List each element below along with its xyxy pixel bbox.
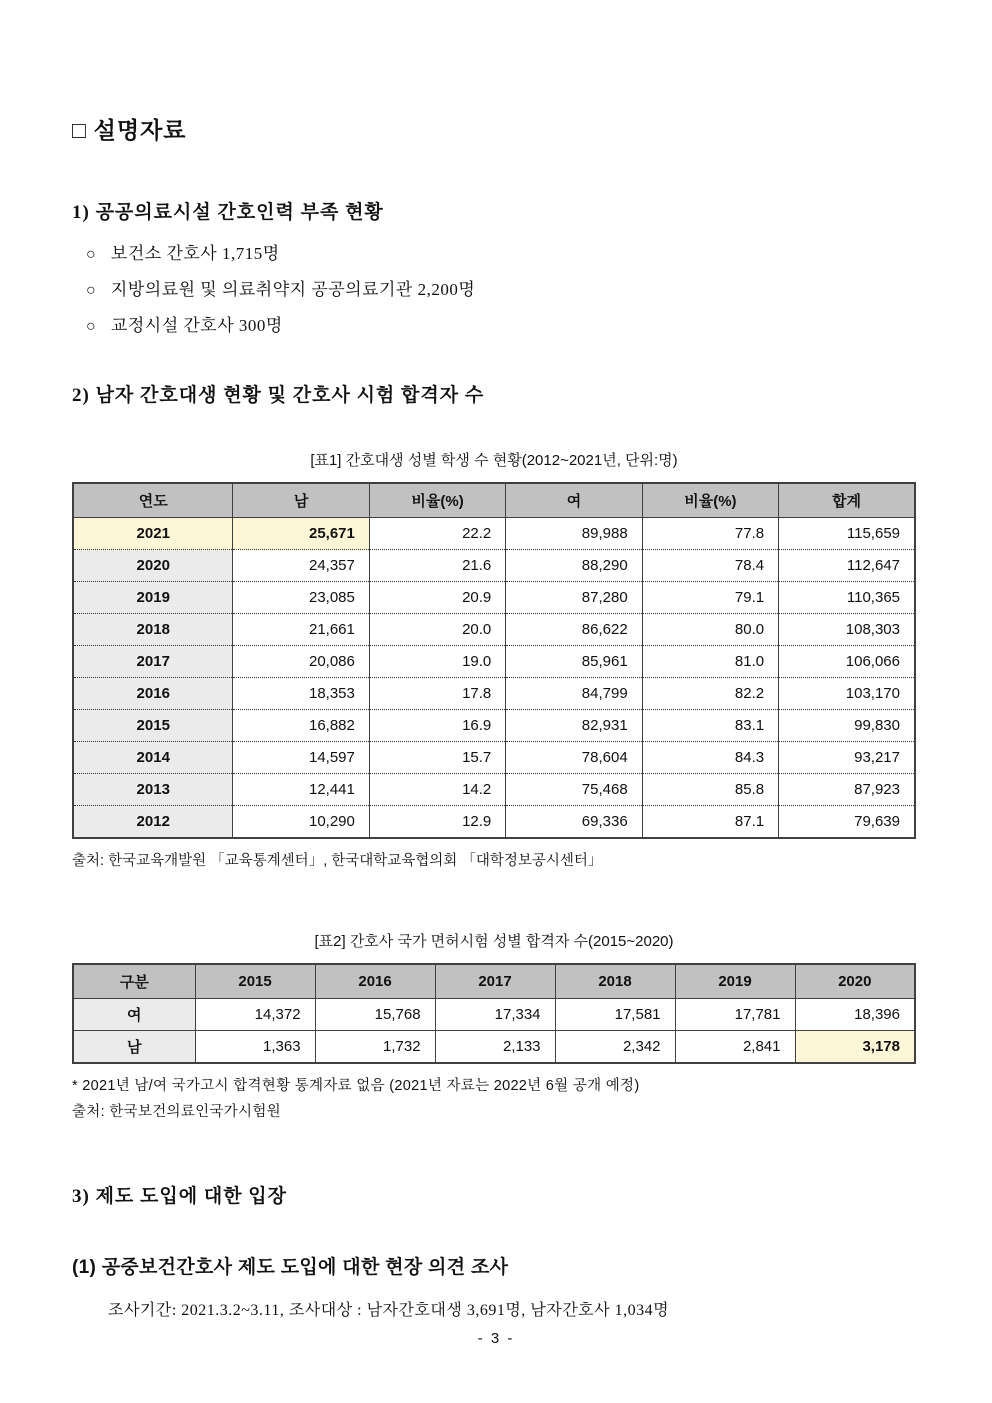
table-row (73, 646, 915, 678)
data-cell: 18,396 (795, 999, 915, 1031)
table2-caption: [표2] 간호사 국가 면허시험 성별 합격자 수(2015~2020) (314, 933, 674, 950)
list-item (86, 272, 916, 308)
table2-footnote: * 2021년 남/여 국가고시 합격현황 통계자료 없음 (2021년 자료는 2022년 6월 공개 예정) (72, 1078, 640, 1094)
data-cell: 23,085 (233, 582, 369, 614)
column-header: 2019 (675, 964, 795, 999)
table-row (73, 774, 915, 806)
data-cell: 103,170 (779, 678, 915, 710)
table2-notes (72, 1073, 916, 1125)
row-label-cell: 2021 (73, 518, 233, 550)
row-label-cell: 2020 (73, 550, 233, 582)
circle-bullet-icon: ○ (86, 246, 97, 263)
data-cell: 81.0 (642, 646, 778, 678)
data-cell: 93,217 (779, 742, 915, 774)
data-cell: 82,931 (506, 710, 642, 742)
table-row (73, 1031, 915, 1064)
data-cell: 82.2 (642, 678, 778, 710)
table-row (73, 550, 915, 582)
data-cell: 84,799 (506, 678, 642, 710)
data-cell: 87.1 (642, 806, 778, 839)
table1-caption: [표1] 간호대생 성별 학생 수 현황(2012~2021년, 단위:명) (310, 452, 678, 469)
table-row (73, 710, 915, 742)
data-cell: 108,303 (779, 614, 915, 646)
data-cell: 83.1 (642, 710, 778, 742)
data-cell: 79.1 (642, 582, 778, 614)
data-cell: 86,622 (506, 614, 642, 646)
section3-sub1-heading: (1) 공중보건간호사 제도 도입에 대한 현장 의견 조사 (72, 1257, 509, 1278)
column-header: 구분 (73, 964, 195, 999)
data-cell: 14.2 (369, 774, 505, 806)
data-cell: 85.8 (642, 774, 778, 806)
data-cell: 19.0 (369, 646, 505, 678)
table-row (73, 518, 915, 550)
column-header: 합계 (779, 483, 915, 518)
survey-detail-text: 조사기간: 2021.3.2~3.11, 조사대상 : 남자간호대생 3,691명, 남자간호사 1,034명 (108, 1302, 670, 1319)
table-row (73, 999, 915, 1031)
data-cell: 21.6 (369, 550, 505, 582)
column-header: 2016 (315, 964, 435, 999)
table-row (73, 614, 915, 646)
row-label-cell: 남 (73, 1031, 195, 1064)
data-cell: 77.8 (642, 518, 778, 550)
row-label-cell: 여 (73, 999, 195, 1031)
data-cell: 20.9 (369, 582, 505, 614)
table-row (73, 742, 915, 774)
circle-bullet-icon: ○ (86, 318, 97, 335)
data-cell: 99,830 (779, 710, 915, 742)
column-header: 연도 (73, 483, 233, 518)
page-title: □ 설명자료 (72, 118, 187, 143)
table-row (73, 678, 915, 710)
table-row (73, 806, 915, 839)
data-cell: 87,923 (779, 774, 915, 806)
data-cell: 85,961 (506, 646, 642, 678)
circle-bullet-icon: ○ (86, 282, 97, 299)
list-item-text: 지방의료원 및 의료취약지 공공의료기관 2,200명 (110, 280, 476, 299)
data-cell: 1,732 (315, 1031, 435, 1064)
data-cell: 20.0 (369, 614, 505, 646)
data-cell: 21,661 (233, 614, 369, 646)
data-cell: 17,581 (555, 999, 675, 1031)
column-header: 비율(%) (369, 483, 505, 518)
section1-bullet-list (86, 236, 916, 344)
table2-source: 출처: 한국보건의료인국가시험원 (72, 1104, 281, 1120)
data-cell: 17,334 (435, 999, 555, 1031)
data-cell: 24,357 (233, 550, 369, 582)
data-cell: 18,353 (233, 678, 369, 710)
row-label-cell: 2018 (73, 614, 233, 646)
table-header-row (73, 964, 915, 999)
data-cell: 80.0 (642, 614, 778, 646)
data-cell: 1,363 (195, 1031, 315, 1064)
data-cell: 112,647 (779, 550, 915, 582)
table-header-row (73, 483, 915, 518)
data-cell: 106,066 (779, 646, 915, 678)
data-cell: 17.8 (369, 678, 505, 710)
row-label-cell: 2016 (73, 678, 233, 710)
data-cell: 2,133 (435, 1031, 555, 1064)
row-label-cell: 2013 (73, 774, 233, 806)
data-cell: 22.2 (369, 518, 505, 550)
data-cell: 78.4 (642, 550, 778, 582)
data-cell: 14,597 (233, 742, 369, 774)
list-item-text: 보건소 간호사 1,715명 (110, 244, 280, 263)
data-cell: 69,336 (506, 806, 642, 839)
data-cell: 115,659 (779, 518, 915, 550)
column-header: 비율(%) (642, 483, 778, 518)
row-label-cell: 2012 (73, 806, 233, 839)
column-header: 2018 (555, 964, 675, 999)
row-label-cell: 2019 (73, 582, 233, 614)
data-cell: 15.7 (369, 742, 505, 774)
table-license-exam-passers (72, 963, 916, 1064)
column-header: 2020 (795, 964, 915, 999)
data-cell: 16,882 (233, 710, 369, 742)
table-students-by-gender (72, 482, 916, 839)
page-number: - 3 - (477, 1330, 515, 1347)
list-item-text: 교정시설 간호사 300명 (110, 316, 283, 335)
row-label-cell: 2015 (73, 710, 233, 742)
data-cell: 10,290 (233, 806, 369, 839)
data-cell: 16.9 (369, 710, 505, 742)
data-cell: 12,441 (233, 774, 369, 806)
list-item (86, 236, 916, 272)
table-row (73, 582, 915, 614)
data-cell: 78,604 (506, 742, 642, 774)
table1-source: 출처: 한국교육개발원 「교육통계센터」, 한국대학교육협의회 「대학정보공시센터」 (72, 853, 603, 869)
data-cell: 88,290 (506, 550, 642, 582)
section3-heading: 3) 제도 도입에 대한 입장 (72, 1186, 288, 1207)
list-item (86, 308, 916, 344)
data-cell: 110,365 (779, 582, 915, 614)
data-cell: 2,841 (675, 1031, 795, 1064)
data-cell: 17,781 (675, 999, 795, 1031)
data-cell: 79,639 (779, 806, 915, 839)
data-cell: 20,086 (233, 646, 369, 678)
data-cell: 14,372 (195, 999, 315, 1031)
data-cell: 12.9 (369, 806, 505, 839)
data-cell: 25,671 (233, 518, 369, 550)
data-cell: 75,468 (506, 774, 642, 806)
column-header: 2017 (435, 964, 555, 999)
data-cell: 3,178 (795, 1031, 915, 1064)
row-label-cell: 2017 (73, 646, 233, 678)
data-cell: 84.3 (642, 742, 778, 774)
data-cell: 87,280 (506, 582, 642, 614)
data-cell: 2,342 (555, 1031, 675, 1064)
column-header: 남 (233, 483, 369, 518)
row-label-cell: 2014 (73, 742, 233, 774)
column-header: 여 (506, 483, 642, 518)
data-cell: 89,988 (506, 518, 642, 550)
data-cell: 15,768 (315, 999, 435, 1031)
section1-heading: 1) 공공의료시설 간호인력 부족 현황 (72, 202, 384, 223)
column-header: 2015 (195, 964, 315, 999)
section2-heading: 2) 남자 간호대생 현황 및 간호사 시험 합격자 수 (72, 385, 485, 406)
